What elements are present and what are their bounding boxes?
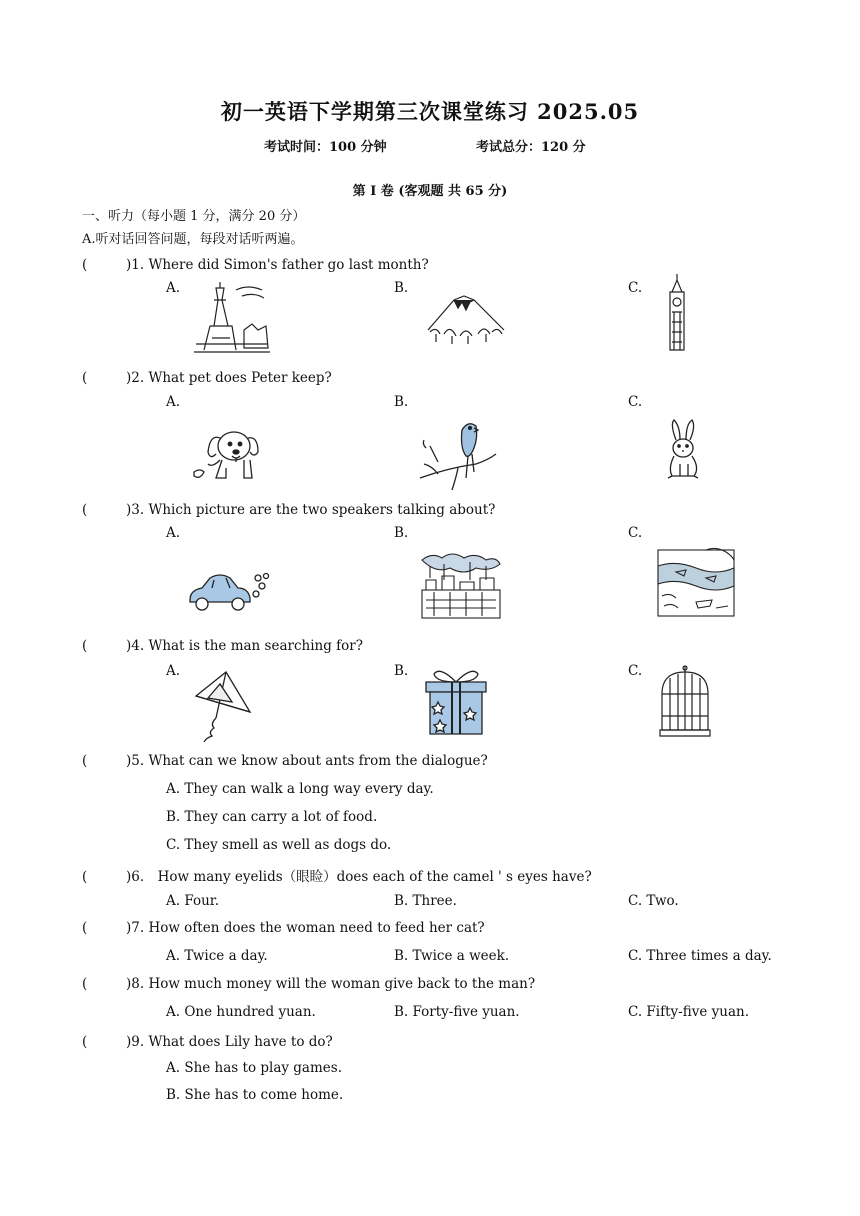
car-image[interactable] (186, 568, 270, 614)
option-a-label: A. (166, 663, 181, 679)
section-title: 第 I 卷 (客观题 共 65 分) (352, 184, 508, 199)
dog-image[interactable] (192, 424, 264, 484)
exam-total-score: 考试总分：120 分 (476, 140, 586, 155)
kite-image[interactable] (190, 668, 254, 742)
question-4 (82, 638, 363, 654)
option-b[interactable]: B. She has to come home. (166, 1087, 344, 1103)
option-c-label: C. (628, 525, 643, 541)
question-text: )1. Where did Simon's father go last month? (126, 257, 429, 273)
page-title: 初一英语下学期第三次课堂练习 2025.05 (220, 99, 640, 124)
question-text: )5. What can we know about ants from the dialogue? (126, 753, 488, 769)
big-ben-image[interactable] (664, 272, 690, 352)
answer-blank[interactable]: ( (82, 257, 88, 273)
question-text: )8. How much money will the woman give back to the man? (126, 976, 536, 992)
question-5 (82, 753, 488, 769)
parrot-image[interactable] (418, 418, 498, 494)
answer-blank[interactable]: ( (82, 920, 88, 936)
polluted-river-image[interactable] (656, 546, 736, 620)
answer-blank[interactable]: ( (82, 753, 88, 769)
option-b-label: B. (394, 394, 409, 410)
answer-blank[interactable]: ( (82, 869, 88, 885)
option-b-label: B. (394, 280, 409, 296)
question-text: )4. What is the man searching for? (126, 638, 363, 654)
option-b[interactable]: B. Three. (394, 893, 457, 909)
option-b-label: B. (394, 663, 409, 679)
option-b-label: B. (394, 525, 409, 541)
birdcage-image[interactable] (656, 664, 714, 738)
option-c[interactable]: C. They smell as well as dogs do. (166, 837, 392, 853)
answer-blank[interactable]: ( (82, 976, 88, 992)
rabbit-image[interactable] (662, 418, 702, 482)
eiffel-tower-image[interactable] (192, 278, 272, 356)
option-a[interactable]: A. Four. (166, 893, 220, 909)
question-6 (82, 865, 592, 885)
option-a[interactable]: A. One hundred yuan. (166, 1004, 316, 1020)
option-b[interactable]: B. Forty-five yuan. (394, 1004, 520, 1020)
exam-time: 考试时间：100 分钟 (264, 140, 387, 155)
option-b[interactable]: B. Twice a week. (394, 948, 510, 964)
option-a-label: A. (166, 394, 181, 410)
answer-blank[interactable]: ( (82, 638, 88, 654)
question-1 (82, 257, 429, 273)
question-text: )7. How often does the woman need to feed her cat? (126, 920, 485, 936)
option-a-label: A. (166, 525, 181, 541)
question-9 (82, 1034, 333, 1050)
question-text: )2. What pet does Peter keep? (126, 370, 332, 386)
answer-blank[interactable]: ( (82, 1034, 88, 1050)
question-7 (82, 920, 485, 936)
option-c[interactable]: C. Fifty-five yuan. (628, 1004, 749, 1020)
option-c-label: C. (628, 394, 643, 410)
question-8 (82, 976, 535, 992)
gift-box-image[interactable] (420, 662, 492, 736)
option-a[interactable]: A. She has to play games. (166, 1060, 342, 1076)
question-3 (82, 502, 495, 518)
question-text: )3. Which picture are the two speakers talking about? (126, 502, 496, 518)
option-b[interactable]: B. They can carry a lot of food. (166, 809, 378, 825)
part-heading: 一、听力（每小题 1 分，满分 20 分） (82, 209, 306, 224)
option-c-label: C. (628, 280, 643, 296)
answer-blank[interactable]: ( (82, 370, 88, 386)
option-a[interactable]: A. They can walk a long way every day. (166, 781, 434, 797)
option-a[interactable]: A. Twice a day. (166, 948, 268, 964)
question-text: )9. What does Lily have to do? (126, 1034, 333, 1050)
option-c[interactable]: C. Two. (628, 893, 679, 909)
option-a-label: A. (166, 280, 181, 296)
part-subheading: A.听对话回答问题，每段对话听两遍。 (82, 232, 304, 247)
answer-blank[interactable]: ( (82, 502, 88, 518)
option-c[interactable]: C. Three times a day. (628, 948, 772, 964)
city-smog-image[interactable] (420, 550, 502, 622)
mount-fuji-image[interactable] (424, 290, 508, 346)
option-c-label: C. (628, 663, 643, 679)
question-text: )6． How many eyelids（眼睑）does each of the camel ' s eyes have? (126, 869, 592, 885)
question-2 (82, 370, 332, 386)
